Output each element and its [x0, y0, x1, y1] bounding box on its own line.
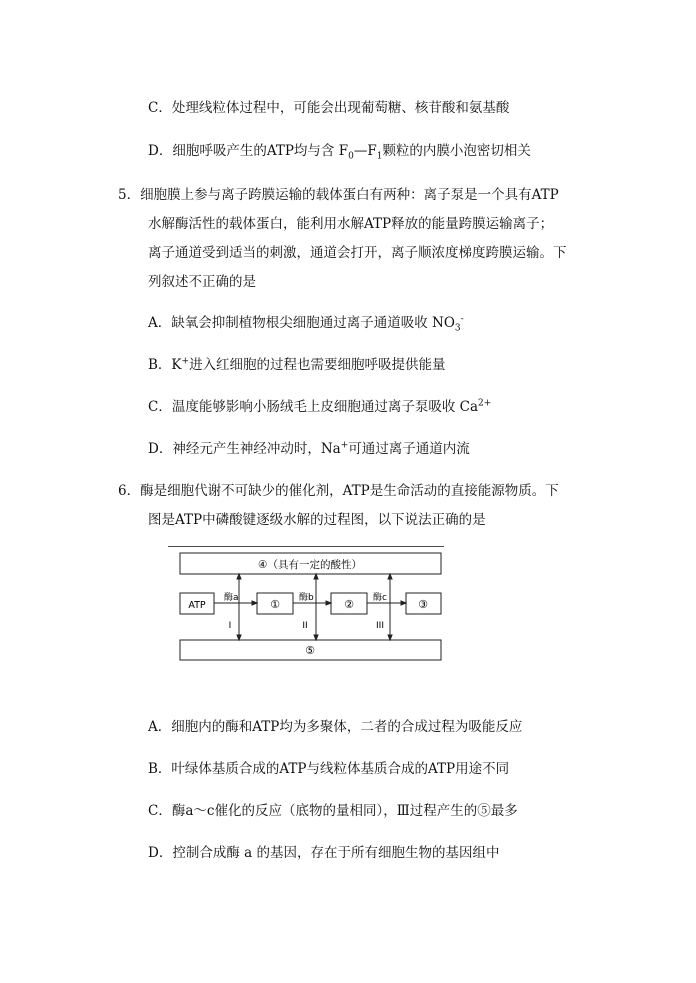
option-label: C． [148, 399, 172, 415]
bottom-box-label: ⑤ [305, 644, 315, 657]
enzyme-a-label: 酶a [224, 593, 239, 603]
q6-option-d [148, 844, 499, 862]
option-text: 温度能够影响小肠绒毛上皮细胞通过离子泵吸收 Ca [171, 399, 479, 415]
q6-option-c [148, 802, 518, 820]
option-label: A． [148, 315, 172, 331]
question-number: 6． [118, 483, 141, 499]
step-2-label: II [302, 621, 308, 631]
option-label: A． [148, 719, 172, 735]
q6-option-a [148, 718, 522, 736]
q5-option-b [148, 356, 446, 374]
node-1-label: ① [270, 598, 280, 611]
atp-hydrolysis-diagram [168, 546, 444, 666]
option-c-prev [148, 99, 509, 117]
q5-option-a [148, 314, 464, 332]
enzyme-c-label: 酶c [373, 593, 387, 603]
question-number: 5． [118, 187, 141, 203]
node-2-label: ② [344, 598, 354, 611]
top-box-label: ④（具有一定的酸性） [258, 559, 362, 571]
step-1-label: I [228, 621, 232, 631]
option-label: B． [148, 761, 172, 777]
option-text: K [171, 357, 182, 373]
option-d-prev [148, 142, 531, 160]
option-label: D． [148, 143, 173, 159]
option-text: 缺氧会抑制植物根尖细胞通过离子通道吸收 NO [171, 315, 455, 331]
option-label: D． [148, 845, 173, 861]
question-text: 酶是细胞代谢不可缺少的催化剂，ATP是生命活动的直接能源物质。下 [140, 483, 559, 499]
option-text: 可通过离子通道内流 [348, 441, 470, 457]
option-label: C． [148, 100, 172, 116]
subscript: 3 [454, 323, 461, 334]
superscript: - [460, 314, 464, 325]
option-text: 神经元产生神经冲动时，Na [172, 441, 341, 457]
option-text: 处理线粒体过程中，可能会出现葡萄糖、核苷酸和氨基酸 [171, 100, 510, 116]
node-atp-label: ATP [188, 600, 206, 611]
q5-option-c [148, 398, 491, 416]
option-label: D． [148, 441, 173, 457]
option-text: 叶绿体基质合成的ATP与线粒体基质合成的ATP用途不同 [171, 761, 510, 777]
subscript: 0 [348, 151, 354, 162]
q6-option-b [148, 760, 509, 778]
option-text: 控制合成酶 a 的基因，存在于所有细胞生物的基因组中 [172, 845, 500, 861]
option-text: 酶a～c催化的反应（底物的量相同），Ⅲ过程产生的⑤最多 [171, 803, 518, 819]
option-label: B． [148, 357, 172, 373]
q6-line-1 [118, 482, 559, 500]
step-3-label: III [376, 621, 384, 631]
q5-line-3: 离子通道受到适当的刺激，通道会打开，离子顺浓度梯度跨膜运输。下 [148, 245, 567, 261]
superscript: + [340, 440, 349, 451]
subscript: 1 [376, 151, 383, 162]
option-text: 细胞内的酶和ATP均为多聚体，二者的合成过程为吸能反应 [171, 719, 523, 735]
q6-line-2: 图是ATP中磷酸键逐级水解的过程图，以下说法正确的是 [148, 512, 486, 528]
option-text: —F [353, 143, 377, 159]
superscript: 2+ [478, 398, 492, 409]
q5-line-1 [118, 186, 559, 204]
option-text: 颗粒的内膜小泡密切相关 [382, 143, 531, 159]
option-label: C． [148, 803, 172, 819]
option-text: 进入红细胞的过程也需要细胞呼吸提供能量 [189, 357, 446, 373]
enzyme-b-label: 酶b [299, 593, 314, 603]
superscript: + [181, 356, 190, 367]
question-text: 细胞膜上参与离子跨膜运输的载体蛋白有两种：离子泵是一个具有ATP [140, 187, 559, 203]
option-text: 细胞呼吸产生的ATP均与含 F [172, 143, 349, 159]
q5-option-d [148, 440, 470, 458]
q5-line-2: 水解酶活性的载体蛋白，能利用水解ATP释放的能量跨膜运输离子； [148, 216, 554, 232]
q5-line-4: 列叙述不正确的是 [148, 274, 256, 290]
node-3-label: ③ [418, 598, 428, 611]
